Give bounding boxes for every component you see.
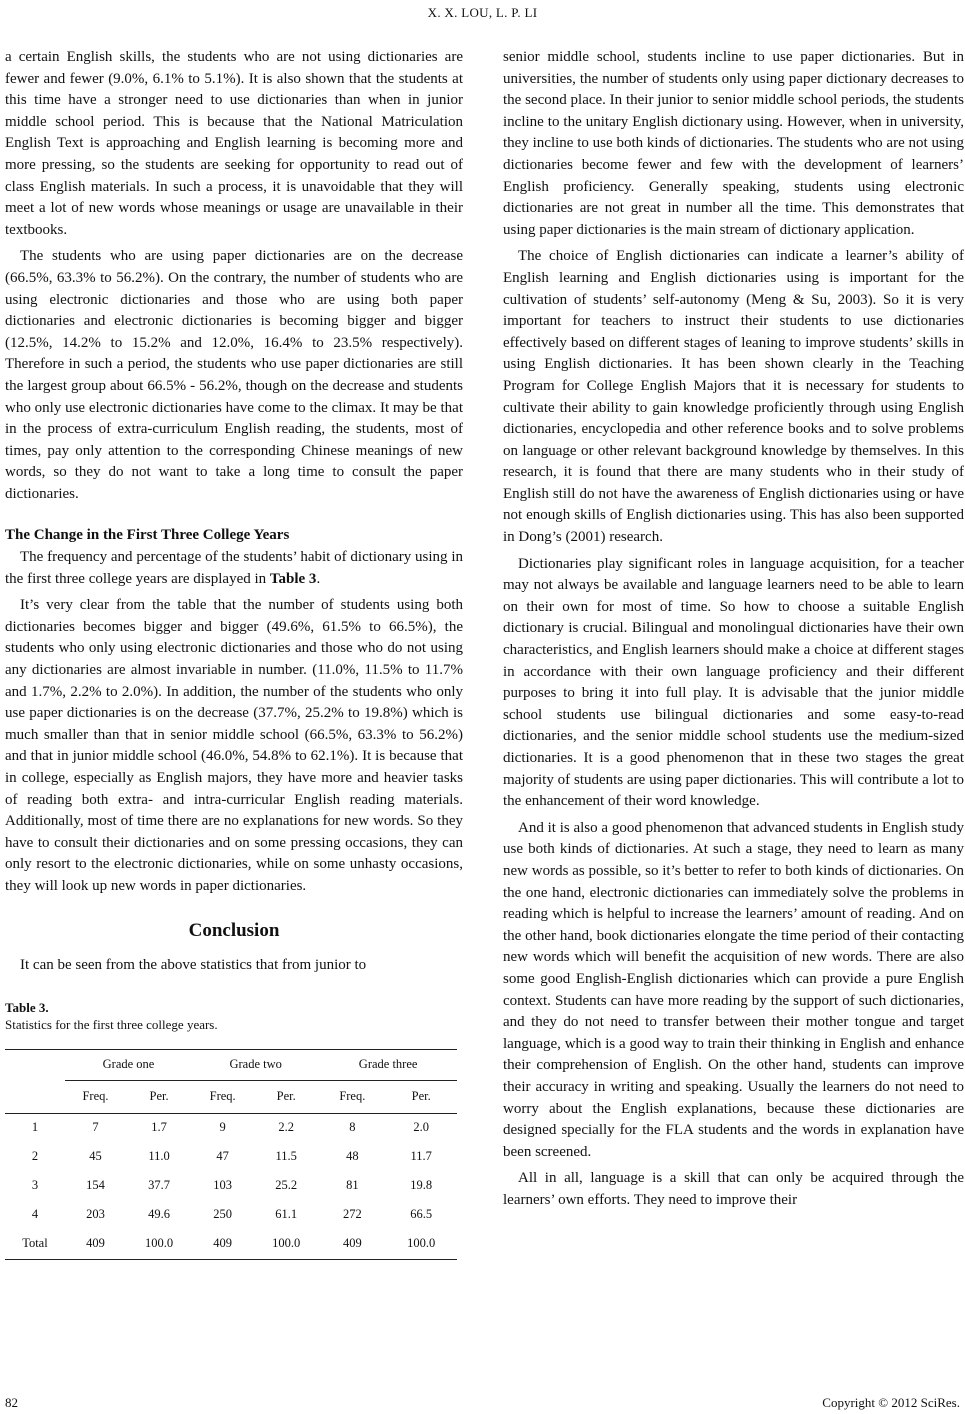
- column-header: Freq.: [319, 1080, 385, 1113]
- paragraph: a certain English skills, the students who are not using dictionaries are fewer and fewer (9.0%, 6.1% to 5.1%). It is also shown that the students at this time have a stronger need to use dictionaries than when in junior middle school period. This is because that the National Matriculation English Text is approaching and English learning is becoming more and more pressing, so the students are seeking for opportunity to read out of class English materials. In such a process, it is unavoidable that they will meet a lot of new words whose meanings or usage are unavailable in their textbooks.: [5, 49, 463, 238]
- paragraph-text: The frequency and percentage of the students’ habit of dictionary using in the first three college years are displayed in: [5, 549, 463, 587]
- paragraph: Dictionaries play significant roles in language acquisition, for a teacher may not always be available and language learners need to be able to learn on their own for most of time. So how to choose a suitable English dictionary is crucial. Bilingual and monolingual dictionaries have their own characteristics, and English learners should make a choice at different stages in accordance with their own language proficiency and their different purposes to bring it into full play. It is advisable that the junior middle school students use bilingual dictionaries and some easy-to-read dictionaries, and the senior middle school students use the medium-sized dictionaries. It is a good phenomenon that in these two stages the great majority of students are using paper dictionaries. This will contribute a lot to the enhancement of their word knowledge.: [503, 555, 964, 810]
- table-cell: 250: [213, 1207, 233, 1222]
- table-caption-text: Statistics for the first three college years.: [5, 1016, 218, 1032]
- table-cell: 66.5: [410, 1207, 433, 1222]
- table-cell: 100.0: [126, 1230, 192, 1260]
- group-header: Grade two: [192, 1049, 319, 1080]
- table-cell: 203: [86, 1207, 105, 1222]
- table-cell: 100.0: [253, 1230, 319, 1260]
- table-cell: 2.2: [278, 1120, 295, 1135]
- table-cell: 103: [213, 1178, 233, 1193]
- table-cell: 154: [86, 1178, 105, 1193]
- paragraph: It’s very clear from the table that the number of students using both dictionaries becomes bigger and bigger (49.6%, 61.5% to 66.5%), the students who only using electronic dictionaries and those who do not using any dictionaries are almost invariable in number. (11.0%, 11.5% to 11.7% and 1.7%, 2.2% to 2.0%). In addition, the number of the students who only use paper dictionaries is on the decrease (37.7%, 25.2% to 19.8%) which is much smaller than that in senior middle school (66.5%, 63.3% to 56.2%) and that in junior middle school (46.0%, 54.8% to 62.1%). It is because that in college, especially as English majors, they have more and heavier tasks of reading both extra- and intra-curricular English reading materials. Additionally, most of time there are no explanations for new words. So they have to consult their dictionaries and on some pressing occasions, they can only resort to the electronic dictionaries, while on some unhasty occasions, they will look up new words in paper dictionaries.: [5, 597, 463, 894]
- table-cell: 45: [89, 1149, 102, 1164]
- table-cell: Total: [5, 1230, 65, 1260]
- table-cell: 61.1: [275, 1207, 298, 1222]
- paragraph: All in all, language is a skill that can only be acquired through the learners’ own efforts. They need to improve their: [503, 1170, 964, 1208]
- table-cell: 11.5: [275, 1149, 297, 1164]
- table-cell: 2.0: [413, 1120, 430, 1135]
- column-header: Per.: [385, 1080, 457, 1113]
- table-cell: 11.0: [148, 1149, 170, 1164]
- table-row-total: [5, 1230, 457, 1260]
- right-column: [503, 47, 964, 1211]
- paragraph: And it is also a good phenomenon that advanced students in English study use both kinds of dictionaries. At such a stage, they need to learn as many new words as possible, so it’s better to refer to both kinds of dictionaries. On the one hand, electronic dictionaries can immediately solve the problems in reading which is helpful to increase the learners’ amount of reading. And on the other hand, book dictionaries elongate the time period of their contacting new words which will benefit the acquisition of new words. There are also some good English-English dictionaries which can provide a pure English context. Students can have more reading by the support of such dictionaries, and they do not need to transfer between their mother tongue and target language, which is a good way to train their thinking in English and enhance their comprehension of English. On the other hand, students can improve their accuracy in writing and speaking. Usually the learners do not need to worry about the English explanations, because these dictionaries are designed specially for the FLA students and the words in explanation have been screened.: [503, 819, 964, 1160]
- table-reference-link[interactable]: Table 3: [269, 570, 317, 587]
- table-caption: [5, 999, 463, 1033]
- table-cell: 3: [31, 1178, 39, 1193]
- period: .: [316, 570, 321, 587]
- paragraph: The students who are using paper dictionaries are on the decrease (66.5%, 63.3% to 56.2%). On the contrary, the number of students who are using electronic dictionaries and those who are using both paper dictionaries and electronic dictionaries is becoming bigger and bigger (12.5%, 14.2% to 15.2% and 12.0%, 16.4% to 23.5% respectively). Therefore in such a period, the students who use paper dictionaries are still the largest group about 66.5% - 56.2%, though on the decrease and students who only use electronic dictionaries have come to the climax. It may be that in the process of extra-curriculum English reading, the students, most of times, pay only attention to the corresponding Chinese meanings of new words, so they do not want to take a long time to consult the paper dictionaries.: [5, 248, 463, 502]
- paragraph: The choice of English dictionaries can indicate a learner’s ability of English learning and English dictionaries using is important for the cultivation of students’ self-autonomy (Meng & Su, 2003). So it is very important for teachers to instruct their students to use dictionaries effectively based on different stages of leaning to improve students’ skills in using English dictionaries. It has been shown clearly in the Teaching Program for College English Majors that it is necessary for students to cultivate their ability to gain knowledge proficiently through using English dictionaries, encyclopedia and other reference books and to solve problems on language or other relevant background knowledge by themselves. In this research, it is found that there are many students who in their study of English still do not have the awareness of English dictionaries using or have not enough skills of English dictionaries using. This has also been supported in Dong’s (2001) research.: [503, 248, 964, 546]
- section-heading: The Change in the First Three College Years: [5, 527, 290, 544]
- table-cell: 37.7: [148, 1178, 170, 1193]
- table-row: [5, 1143, 457, 1172]
- column-header: Freq.: [65, 1080, 126, 1113]
- table-row: [5, 1113, 457, 1143]
- group-header: Grade one: [65, 1049, 192, 1080]
- table-cell: 7: [92, 1120, 99, 1135]
- running-head: X. X. LOU, L. P. LI: [427, 5, 538, 20]
- table-label: Table 3.: [5, 999, 49, 1015]
- table-corner: [5, 1080, 65, 1113]
- statistics-table: [5, 1049, 457, 1260]
- table-row: [5, 1201, 457, 1230]
- table-cell: 100.0: [385, 1230, 457, 1260]
- table-cell: 1.7: [151, 1120, 167, 1135]
- left-column: [5, 47, 463, 1260]
- group-header: Grade three: [319, 1049, 457, 1080]
- table-cell: 49.6: [148, 1207, 170, 1222]
- conclusion-heading: Conclusion: [188, 919, 280, 941]
- table-cell: 9: [219, 1120, 226, 1135]
- table-row: [5, 1172, 457, 1201]
- table-cell: 2: [31, 1149, 39, 1164]
- paragraph: [5, 547, 463, 590]
- table-cell: 25.2: [275, 1178, 298, 1193]
- table-cell: 11.7: [410, 1149, 432, 1164]
- table-cell: 8: [349, 1120, 356, 1135]
- table-cell: 409: [65, 1230, 126, 1260]
- column-header: Freq.: [192, 1080, 253, 1113]
- table-cell: 409: [319, 1230, 385, 1260]
- table-cell: 272: [342, 1207, 362, 1222]
- table-cell: 4: [31, 1207, 39, 1222]
- column-header: Per.: [253, 1080, 319, 1113]
- table-corner: [5, 1049, 65, 1080]
- column-header: Per.: [126, 1080, 192, 1113]
- paragraph: It can be seen from the above statistics that from junior to: [20, 957, 367, 974]
- table-cell: 19.8: [410, 1178, 433, 1193]
- table-cell: 409: [192, 1230, 253, 1260]
- table-cell: 47: [216, 1149, 229, 1164]
- paragraph: senior middle school, students incline to use paper dictionaries. But in universities, the number of students only using paper dictionary decreases to the second place. In their junior to senior middle school periods, the students incline to the unitary English dictionary using. However, when in university, they incline to use both kinds of dictionaries. The students who are not using dictionaries become fewer and few with the development of learners’ English proficiency. Generally speaking, students using electronic dictionaries are not great in number all the time. This demonstrates that using paper dictionaries is the main stream of dictionary application.: [503, 49, 964, 238]
- table-cell: 1: [31, 1120, 39, 1135]
- table-cell: 81: [346, 1178, 359, 1193]
- table-cell: 48: [346, 1149, 359, 1164]
- page-number: 82: [5, 1395, 18, 1410]
- copyright-notice: Copyright © 2012 SciRes.: [822, 1395, 960, 1410]
